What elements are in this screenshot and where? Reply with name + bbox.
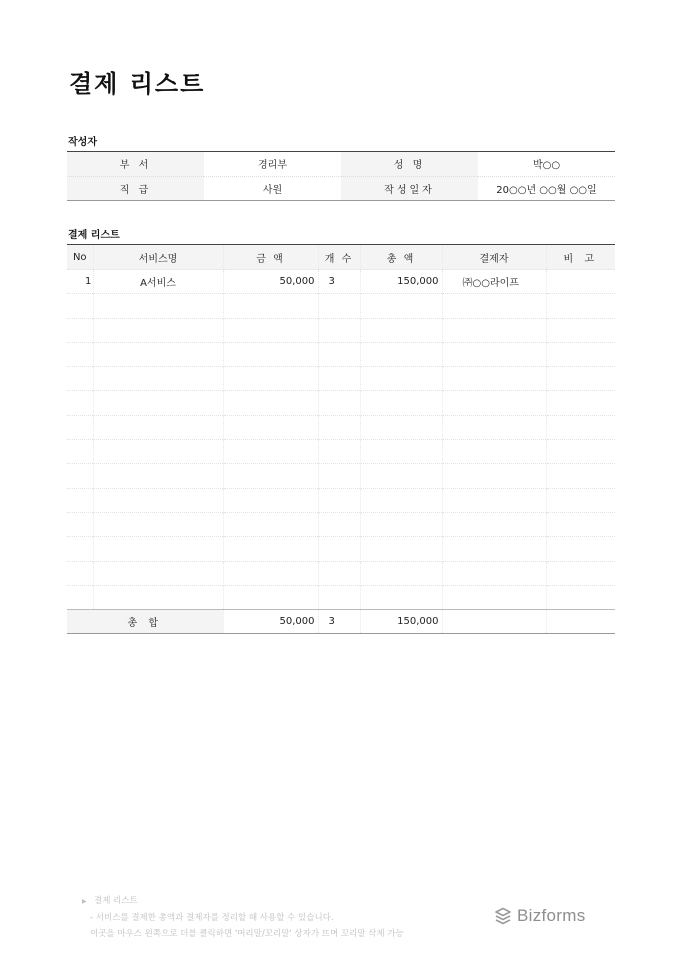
empty-cell[interactable] <box>223 342 318 366</box>
empty-cell[interactable] <box>93 391 223 415</box>
empty-cell[interactable] <box>223 391 318 415</box>
list-section-label: 결제 리스트 <box>68 230 120 241</box>
empty-cell[interactable] <box>442 415 546 439</box>
empty-cell[interactable] <box>223 512 318 536</box>
empty-cell[interactable] <box>67 294 93 318</box>
empty-cell[interactable] <box>546 488 615 512</box>
author-row <box>67 176 615 201</box>
empty-cell[interactable] <box>93 342 223 366</box>
name-value[interactable]: 박○○ <box>532 160 561 172</box>
empty-cell[interactable] <box>442 561 546 585</box>
empty-cell[interactable] <box>93 318 223 342</box>
col-header-no: No <box>67 245 93 270</box>
empty-cell[interactable] <box>67 585 93 609</box>
empty-cell[interactable] <box>93 440 223 464</box>
empty-cell[interactable] <box>442 512 546 536</box>
empty-cell[interactable] <box>360 464 442 488</box>
total-payer[interactable] <box>442 610 546 634</box>
col-header-payer: 결제자 <box>442 245 546 270</box>
empty-cell[interactable] <box>67 537 93 561</box>
empty-cell[interactable] <box>546 537 615 561</box>
bizforms-logo <box>494 906 586 926</box>
empty-cell[interactable] <box>546 367 615 391</box>
empty-cell[interactable] <box>442 391 546 415</box>
empty-cell[interactable] <box>223 367 318 391</box>
empty-cell[interactable] <box>223 440 318 464</box>
empty-cell[interactable] <box>223 585 318 609</box>
empty-cell[interactable] <box>223 488 318 512</box>
empty-cell[interactable] <box>223 294 318 318</box>
empty-cell[interactable] <box>223 415 318 439</box>
empty-cell[interactable] <box>360 488 442 512</box>
empty-cell[interactable] <box>93 512 223 536</box>
empty-cell[interactable] <box>360 440 442 464</box>
empty-table-row <box>67 342 615 366</box>
empty-cell[interactable] <box>67 415 93 439</box>
col-header-total: 총 액 <box>360 245 442 270</box>
empty-cell[interactable] <box>546 464 615 488</box>
row-no[interactable]: 1 <box>67 270 93 294</box>
empty-cell[interactable] <box>318 415 360 439</box>
empty-table-row <box>67 488 615 512</box>
total-label: 총 합 <box>67 610 223 634</box>
empty-cell[interactable] <box>318 537 360 561</box>
empty-cell[interactable] <box>360 561 442 585</box>
col-header-amount: 금 액 <box>223 245 318 270</box>
empty-cell[interactable] <box>93 367 223 391</box>
empty-cell[interactable] <box>546 561 615 585</box>
empty-cell[interactable] <box>442 464 546 488</box>
empty-cell[interactable] <box>360 367 442 391</box>
empty-cell[interactable] <box>93 561 223 585</box>
empty-table-row <box>67 561 615 585</box>
empty-cell[interactable] <box>442 342 546 366</box>
empty-cell[interactable] <box>546 440 615 464</box>
empty-cell[interactable] <box>223 464 318 488</box>
empty-cell[interactable] <box>93 488 223 512</box>
empty-cell[interactable] <box>67 512 93 536</box>
empty-cell[interactable] <box>360 585 442 609</box>
total-count[interactable]: 3 <box>318 610 360 634</box>
empty-table-row <box>67 440 615 464</box>
empty-cell[interactable] <box>360 512 442 536</box>
empty-cell[interactable] <box>93 415 223 439</box>
empty-table-row <box>67 464 615 488</box>
empty-cell[interactable] <box>223 561 318 585</box>
row-note[interactable] <box>546 270 615 294</box>
position-label: 직 급 <box>67 176 204 201</box>
empty-cell[interactable] <box>318 391 360 415</box>
empty-cell[interactable] <box>360 537 442 561</box>
author-section-label: 작성자 <box>68 137 97 148</box>
empty-cell[interactable] <box>67 318 93 342</box>
empty-cell[interactable] <box>318 464 360 488</box>
empty-cell[interactable] <box>67 391 93 415</box>
empty-cell[interactable] <box>318 585 360 609</box>
empty-cell[interactable] <box>546 391 615 415</box>
row-payer[interactable]: ㈜○○라이프 <box>442 270 546 294</box>
total-amount[interactable]: 50,000 <box>223 610 318 634</box>
empty-table-row <box>67 318 615 342</box>
empty-cell[interactable] <box>318 488 360 512</box>
empty-cell[interactable] <box>318 512 360 536</box>
date-label: 작성일자 <box>341 176 478 201</box>
empty-table-row <box>67 585 615 609</box>
stacked-layers-icon <box>494 907 512 925</box>
total-note[interactable] <box>546 610 615 634</box>
empty-cell[interactable] <box>546 294 615 318</box>
empty-cell[interactable] <box>360 342 442 366</box>
col-header-note: 비 고 <box>546 245 615 270</box>
department-value[interactable]: 경리부 <box>258 160 287 172</box>
empty-cell[interactable] <box>318 561 360 585</box>
empty-cell[interactable] <box>546 585 615 609</box>
empty-cell[interactable] <box>67 440 93 464</box>
empty-cell[interactable] <box>442 294 546 318</box>
empty-cell[interactable] <box>67 464 93 488</box>
empty-cell[interactable] <box>93 464 223 488</box>
empty-cell[interactable] <box>442 537 546 561</box>
empty-cell[interactable] <box>93 294 223 318</box>
empty-cell[interactable] <box>360 294 442 318</box>
empty-cell[interactable] <box>67 342 93 366</box>
triangle-bullet-icon: ▶ <box>82 898 87 905</box>
notes-heading: 결제 리스트 <box>94 896 138 906</box>
department-label: 부 서 <box>67 152 204 177</box>
empty-cell[interactable] <box>318 342 360 366</box>
footer-notes <box>68 893 404 942</box>
position-value[interactable]: 사원 <box>204 176 341 201</box>
empty-cell[interactable] <box>318 367 360 391</box>
payment-list-table <box>67 244 615 634</box>
empty-cell[interactable] <box>318 440 360 464</box>
col-header-count: 개 수 <box>318 245 360 270</box>
empty-cell[interactable] <box>67 561 93 585</box>
empty-cell[interactable] <box>360 318 442 342</box>
date-value[interactable]: 20○○년 ○○월 ○○일 <box>478 176 615 201</box>
notes-heading-line <box>68 893 404 910</box>
empty-table-row <box>67 391 615 415</box>
empty-table-row <box>67 512 615 536</box>
empty-cell[interactable] <box>442 367 546 391</box>
empty-cell[interactable] <box>223 318 318 342</box>
table-row <box>67 270 615 294</box>
empty-cell[interactable] <box>442 488 546 512</box>
empty-table-row <box>67 537 615 561</box>
empty-cell[interactable] <box>442 585 546 609</box>
empty-table-row <box>67 294 615 318</box>
row-service[interactable]: A서비스 <box>93 270 223 294</box>
empty-cell[interactable] <box>442 318 546 342</box>
empty-table-row <box>67 367 615 391</box>
col-header-service: 서비스명 <box>93 245 223 270</box>
empty-cell[interactable] <box>67 488 93 512</box>
row-count[interactable]: 3 <box>318 270 360 294</box>
page-title: 결제 리스트 <box>69 70 206 98</box>
notes-line-1: - 서비스를 결제한 총액과 결제자를 정리할 때 사용할 수 있습니다. <box>90 913 334 923</box>
logo-text: Bizforms <box>517 906 586 925</box>
total-sum[interactable]: 150,000 <box>360 610 442 634</box>
empty-cell[interactable] <box>546 318 615 342</box>
empty-cell[interactable] <box>223 537 318 561</box>
empty-cell[interactable] <box>546 342 615 366</box>
row-amount[interactable]: 50,000 <box>223 270 318 294</box>
empty-table-row <box>67 415 615 439</box>
author-table <box>67 151 615 201</box>
empty-cell[interactable] <box>546 512 615 536</box>
notes-line-2: 이곳을 마우스 왼쪽으로 더블 클릭하면 '머리말/꼬리말' 상자가 뜨며 꼬리말 삭제 가능 <box>90 929 404 939</box>
empty-cell[interactable] <box>360 415 442 439</box>
empty-cell[interactable] <box>318 318 360 342</box>
empty-cell[interactable] <box>546 415 615 439</box>
author-row <box>67 152 615 177</box>
empty-cell[interactable] <box>93 537 223 561</box>
empty-cell[interactable] <box>442 440 546 464</box>
total-row <box>67 610 615 634</box>
row-total[interactable]: 150,000 <box>360 270 442 294</box>
empty-cell[interactable] <box>67 367 93 391</box>
empty-cell[interactable] <box>360 391 442 415</box>
header-row <box>67 245 615 270</box>
name-label: 성 명 <box>341 152 478 177</box>
empty-cell[interactable] <box>318 294 360 318</box>
empty-cell[interactable] <box>93 585 223 609</box>
